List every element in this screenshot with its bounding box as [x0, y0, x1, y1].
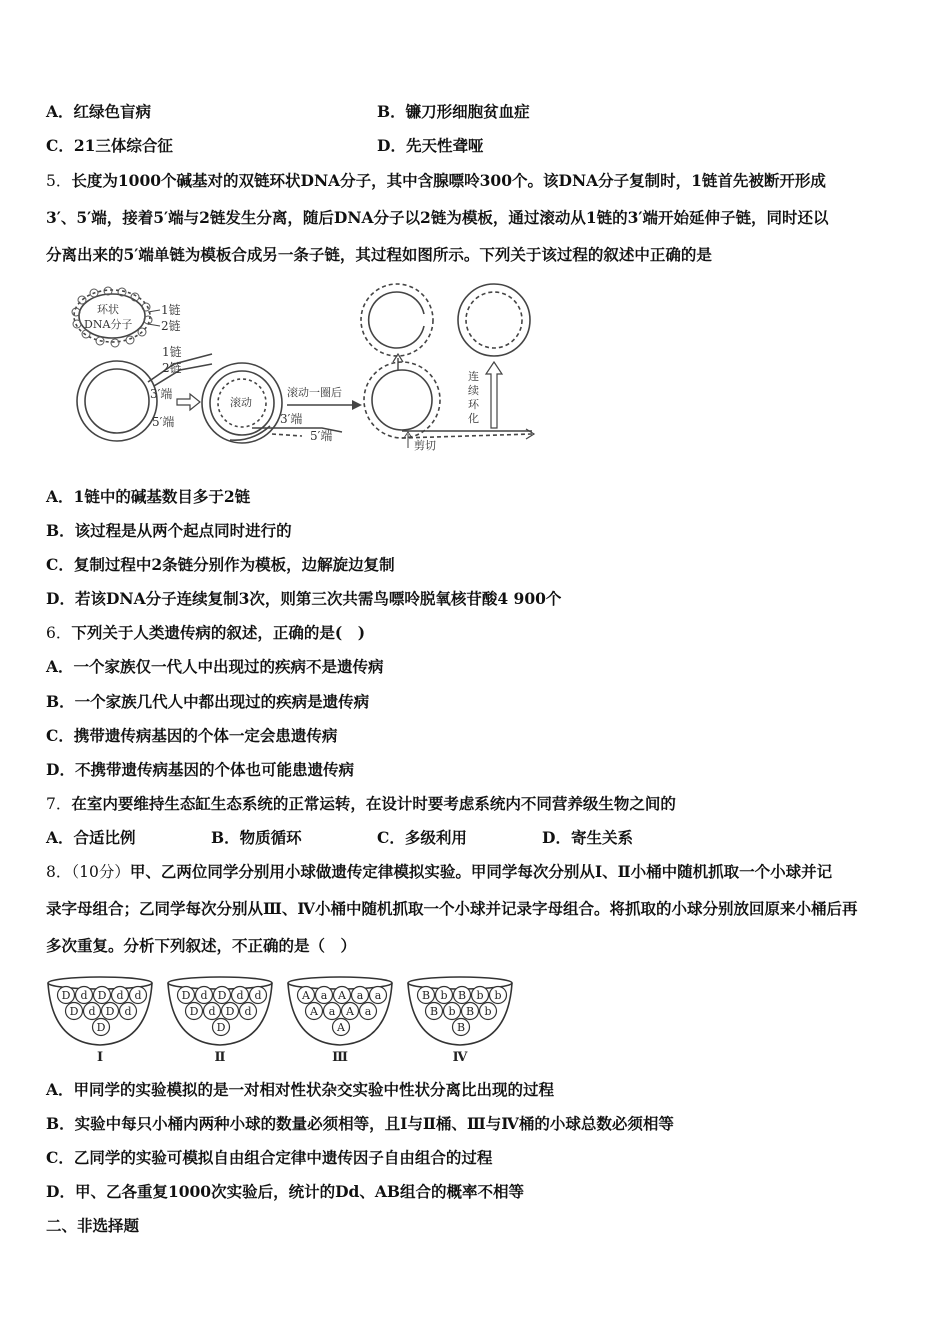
option-label: D． [377, 136, 406, 155]
ball-label: a [364, 1005, 372, 1018]
q8-stem-line3: 多次重复。分析下列叙述，不正确的是（ ） [46, 936, 357, 955]
q7-stem [46, 794, 676, 814]
cut-label: 剪切 [414, 439, 436, 452]
ball-label: a [374, 989, 382, 1002]
dna-rolling-circle-figure [62, 282, 542, 454]
ball-label: d [80, 989, 88, 1002]
q6-option-d [46, 760, 354, 780]
ball-label: D [216, 1021, 226, 1034]
chain1-label: 1链 [161, 303, 181, 317]
bucket-roman-label: Ⅲ [332, 1050, 348, 1065]
ball-label: D [69, 1005, 79, 1018]
q5-option-c [46, 555, 395, 575]
q7-option-c [377, 828, 467, 848]
end3b-label: 3′端 [280, 412, 303, 426]
ball-label: b [494, 989, 502, 1002]
option-label: C． [46, 726, 74, 745]
ball-label: B [429, 1005, 439, 1018]
option-text: 携带遗传病基因的个体一定会患遗传病 [73, 726, 338, 745]
q8-points: （10分） [71, 863, 130, 881]
ball-label: B [421, 989, 431, 1002]
option-label: D． [542, 828, 571, 847]
option-text: 一个家族几代人中都出现过的疾病是遗传病 [74, 692, 370, 711]
option-label: C． [46, 136, 74, 155]
bucket-2 [168, 977, 272, 1065]
bucket-1 [48, 977, 152, 1065]
q7-option-b [211, 828, 302, 848]
ball-label: d [200, 989, 208, 1002]
option-text: 甲、乙各重复1000次实验后，统计的Dd、AB组合的概率不相等 [74, 1182, 525, 1201]
after-roll-label: 滚动一圈后 [287, 386, 342, 399]
cont-label-2: 续 [468, 384, 479, 397]
ball-label: d [254, 989, 262, 1002]
ball-label: D [189, 1005, 199, 1018]
buckets-svg [46, 973, 526, 1065]
q5-stem-line3: 分离出来的5′端单链为模板合成另一条子链，其过程如图所示。下列关于该过程的叙述中正确的是 [46, 245, 712, 264]
q8-option-b [46, 1114, 674, 1134]
ball-label: A [310, 1005, 318, 1018]
ball-label: b [484, 1005, 492, 1018]
option-text: 乙同学的实验可模拟自由组合定律中遗传因子自由组合的过程 [73, 1148, 493, 1167]
rolling-label: 滚动 [230, 396, 252, 409]
ball-label: A [302, 989, 310, 1002]
end5b-label: 5′端 [310, 429, 333, 443]
ball-label: A [338, 989, 346, 1002]
option-label: C． [46, 555, 74, 574]
q8-stem-line1 [46, 862, 832, 882]
option-label: B． [46, 692, 75, 711]
chain2-label: 2链 [161, 319, 181, 333]
end5-label: 5′端 [152, 415, 175, 429]
ball-label: b [476, 989, 484, 1002]
option-label: A． [46, 828, 74, 847]
chain1b-label: 1链 [162, 345, 182, 359]
q5-option-a [46, 487, 250, 507]
question-number: 8． [46, 863, 72, 881]
ball-label: b [448, 1005, 456, 1018]
q4-option-b [377, 102, 530, 122]
option-label: B． [46, 521, 75, 540]
cont-label-4: 化 [468, 412, 479, 425]
chain2b-label: 2链 [162, 361, 182, 375]
q4-option-a [46, 102, 151, 122]
ball-label: D [96, 1021, 106, 1034]
option-text: 若该DNA分子连续复制3次，则第三次共需鸟嘌呤脱氧核苷酸4 900个 [74, 589, 562, 608]
option-label: C． [46, 1148, 74, 1167]
option-label: B． [46, 1114, 75, 1133]
bucket-roman-label: Ⅳ [452, 1050, 468, 1065]
option-text: 21三体综合征 [73, 136, 173, 155]
ball-label: d [244, 1005, 252, 1018]
ball-label: D [225, 1005, 235, 1018]
option-text: 镰刀形细胞贫血症 [405, 102, 530, 121]
option-text: 不携带遗传病基因的个体也可能患遗传病 [74, 760, 354, 779]
option-label: B． [377, 102, 406, 121]
option-label: A． [46, 657, 74, 676]
question-number: 5． [46, 172, 72, 190]
question-number: 6． [46, 624, 72, 642]
ball-label: d [88, 1005, 96, 1018]
option-label: D． [46, 589, 75, 608]
ball-label: D [61, 989, 71, 1002]
option-text: 合适比例 [73, 828, 136, 847]
q6-stem-text: 下列关于人类遗传病的叙述，正确的是( ) [71, 623, 366, 642]
q4-option-c [46, 136, 173, 156]
q8-option-a [46, 1080, 554, 1100]
ball-label: D [181, 989, 191, 1002]
option-text: 复制过程中2条链分别作为模板，边解旋边复制 [73, 555, 395, 574]
q8-stem-text1: 甲、乙两位同学分别用小球做遗传定律模拟实验。甲同学每次分别从Ⅰ、Ⅱ小桶中随机抓取一个小球并记 [129, 862, 833, 881]
ball-label: d [124, 1005, 132, 1018]
ball-label: B [465, 1005, 475, 1018]
ball-label: B [456, 1021, 466, 1034]
option-text: 实验中每只小桶内两种小球的数量必须相等，且Ⅰ与Ⅱ桶、Ⅲ与Ⅳ桶的小球总数必须相等 [74, 1114, 674, 1133]
q8-stem-line2: 录字母组合；乙同学每次分别从Ⅲ、Ⅳ小桶中随机抓取一个小球并记录字母组合。将抓取的小球分别放回原来小桶后再 [46, 899, 858, 918]
option-text: 1链中的碱基数目多于2链 [73, 487, 251, 506]
option-label: A． [46, 487, 74, 506]
q7-option-d [542, 828, 633, 848]
q8-option-d [46, 1182, 524, 1202]
buckets-figure [46, 973, 526, 1065]
ball-label: B [457, 989, 467, 1002]
q4-option-d [377, 136, 483, 156]
option-label: D． [46, 760, 75, 779]
circ-label2: DNA分子 [84, 318, 133, 331]
ball-label: a [356, 989, 364, 1002]
q5-stem-text1: 长度为1000个碱基对的双链环状DNA分子，其中含腺嘌呤300个。该DNA分子复制时，1链首先被断开形成 [71, 171, 826, 190]
q6-option-b [46, 692, 369, 712]
q5-stem-line1 [46, 171, 826, 191]
ball-label: d [116, 989, 124, 1002]
ball-label: A [337, 1021, 345, 1034]
ball-label: d [236, 989, 244, 1002]
option-text: 寄生关系 [570, 828, 633, 847]
option-label: D． [46, 1182, 75, 1201]
option-text: 物质循环 [239, 828, 302, 847]
ball-label: D [97, 989, 107, 1002]
option-label: C． [377, 828, 405, 847]
end3-label: 3′端 [150, 387, 173, 401]
ball-label: A [346, 1005, 354, 1018]
circ-label1: 环状 [97, 303, 119, 316]
q7-option-a [46, 828, 136, 848]
option-text: 一个家族仅一代人中出现过的疾病不是遗传病 [73, 657, 384, 676]
option-text: 多级利用 [404, 828, 467, 847]
q6-stem [46, 623, 365, 643]
option-label: A． [46, 102, 74, 121]
option-text: 该过程是从两个起点同时进行的 [74, 521, 292, 540]
ball-label: D [105, 1005, 115, 1018]
q5-option-d [46, 589, 561, 609]
cont-label-1: 连 [468, 370, 479, 383]
bucket-4 [408, 977, 512, 1065]
bucket-roman-label: Ⅱ [214, 1050, 226, 1065]
bucket-3 [288, 977, 392, 1065]
q6-option-a [46, 657, 384, 677]
q8-option-c [46, 1148, 492, 1168]
ball-label: a [328, 1005, 336, 1018]
ball-label: D [217, 989, 227, 1002]
q7-stem-text: 在室内要维持生态缸生态系统的正常运转，在设计时要考虑系统内不同营养级生物之间的 [71, 794, 676, 813]
ball-label: d [208, 1005, 216, 1018]
section-heading: 二、非选择题 [46, 1216, 140, 1235]
q5-stem-line2: 3′、5′端，接着5′端与2链发生分离，随后DNA分子以2链为模板，通过滚动从1链的3′端开始延伸子链，同时还以 [46, 208, 829, 227]
question-number: 7． [46, 795, 72, 813]
q6-option-c [46, 726, 337, 746]
cont-label-3: 环 [468, 398, 479, 411]
ball-label: a [320, 989, 328, 1002]
option-text: 红绿色盲病 [73, 102, 152, 121]
option-text: 甲同学的实验模拟的是一对相对性状杂交实验中性状分离比出现的过程 [73, 1080, 555, 1099]
q5-option-b [46, 521, 292, 541]
option-text: 先天性聋哑 [405, 136, 484, 155]
ball-label: d [134, 989, 142, 1002]
bucket-roman-label: Ⅰ [96, 1050, 104, 1065]
option-label: A． [46, 1080, 74, 1099]
ball-label: b [440, 989, 448, 1002]
option-label: B． [211, 828, 240, 847]
